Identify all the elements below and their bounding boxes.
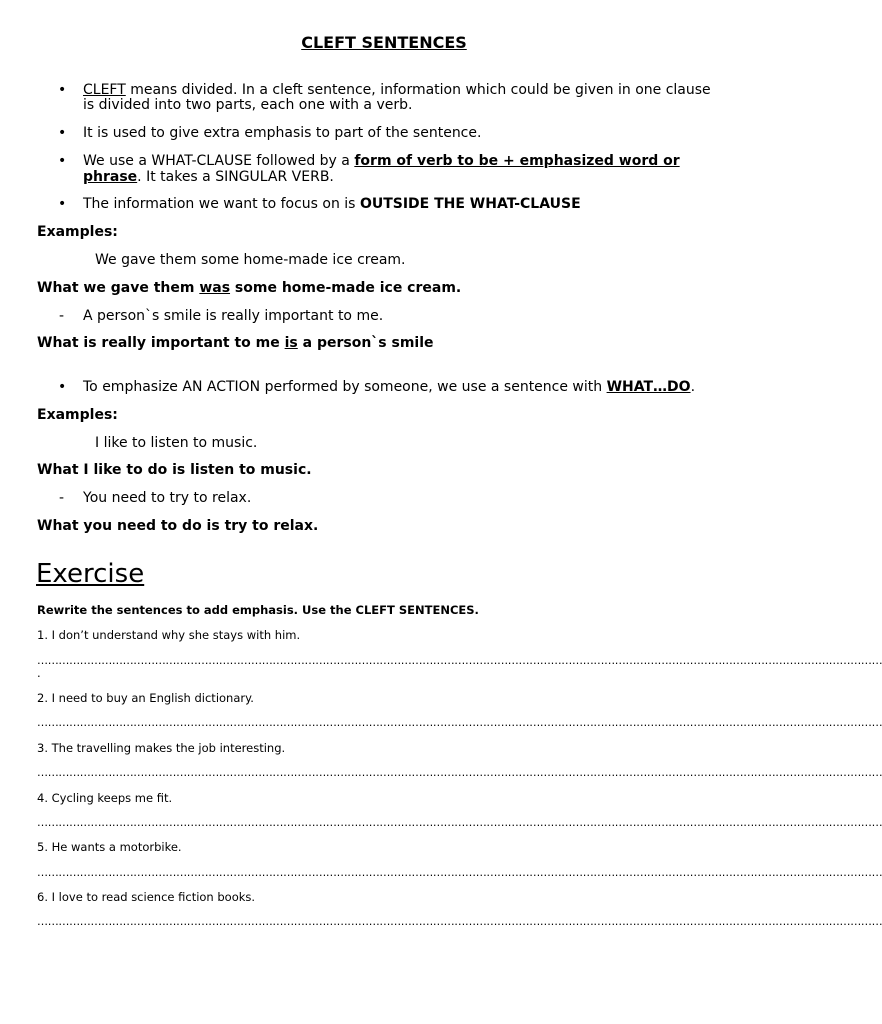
exercise-instruction: Rewrite the sentences to add emphasis. Use the CLEFT SENTENCES. (37, 603, 479, 617)
cleft-pre: What is really important to me (37, 335, 285, 351)
cleft-pre: What we gave them (37, 280, 200, 296)
bullet-3-emphasis-phrase: phrase (83, 169, 138, 185)
example-sentence: You need to try to relax. (83, 490, 252, 506)
bullet-3-text: We use a WHAT-CLAUSE followed by a (83, 153, 355, 169)
answer-line[interactable]: ………………………………………………………………………………………………………………………………………………………………………………………………………………… (37, 716, 882, 729)
answer-line[interactable]: ………………………………………………………………………………………………………………………………………………………………………………………………………………… (37, 654, 882, 667)
bullet-marker: • (58, 153, 67, 169)
exercise-heading: Exercise (36, 559, 145, 589)
dash-marker: - (59, 308, 65, 324)
answer-line[interactable]: ………………………………………………………………………………………………………………………………………………………………………………………………………………… (37, 766, 882, 779)
cleft-post: some home-made ice cream. (230, 280, 462, 296)
cleft-verb: is (284, 335, 298, 351)
bullet-5-post: . (690, 379, 696, 395)
bullet-1-line-2: is divided into two parts, each one with a verb. (83, 97, 413, 113)
page-title: CLEFT SENTENCES (301, 33, 467, 52)
cleft-post: a person`s smile (297, 335, 434, 351)
bullet-1-text: means divided. In a cleft sentence, information which could be given in one clause (125, 82, 711, 98)
bullet-3-line-2 (83, 169, 334, 185)
bullet-3-text-rest: . It takes a SINGULAR VERB. (137, 169, 334, 185)
bullet-4-pre: The information we want to focus on is (83, 196, 360, 212)
exercise-item: 1. I don’t understand why she stays with him. (37, 628, 301, 642)
example-sentence: We gave them some home-made ice cream. (95, 252, 406, 268)
cleft-verb: was (199, 280, 231, 296)
bullet-4-text (83, 196, 581, 212)
exercise-item: 2. I need to buy an English dictionary. (37, 691, 254, 705)
example-sentence: I like to listen to music. (95, 435, 258, 451)
dash-marker: - (59, 490, 65, 506)
bullet-5-text (83, 379, 695, 395)
exercise-item: 4. Cycling keeps me fit. (37, 791, 173, 805)
cleft-sentence: What you need to do is try to relax. (37, 518, 319, 534)
cleft-sentence: What I like to do is listen to music. (37, 462, 312, 478)
bullet-1-line-1 (83, 82, 711, 98)
bullet-3-line-1 (83, 153, 680, 169)
answer-line[interactable]: ………………………………………………………………………………………………………………………………………………………………………………………………………………… (37, 816, 882, 829)
bullet-3-emphasis: form of verb to be + emphasized word or (354, 153, 680, 169)
bullet-marker: • (58, 196, 67, 212)
examples-label: Examples: (37, 224, 118, 240)
stray-dot: . (37, 666, 41, 680)
answer-line[interactable]: ………………………………………………………………………………………………………………………………………………………………………………………………………………… (37, 915, 882, 928)
exercise-item: 6. I love to read science fiction books. (37, 890, 256, 904)
cleft-sentence (37, 335, 434, 351)
bullet-4-bold: OUTSIDE THE WHAT-CLAUSE (359, 196, 581, 212)
exercise-item: 5. He wants a motorbike. (37, 840, 182, 854)
bullet-marker: • (58, 82, 67, 98)
cleft-sentence (37, 280, 461, 296)
example-sentence: A person`s smile is really important to me. (83, 308, 384, 324)
exercise-item: 3. The travelling makes the job interesting. (37, 741, 286, 755)
bullet-2-text: It is used to give extra emphasis to part of the sentence. (83, 125, 482, 141)
bullet-5-bold: WHAT…DO (606, 379, 691, 395)
bullet-5-pre: To emphasize AN ACTION performed by someone, we use a sentence with (83, 379, 607, 395)
bullet-marker: • (58, 379, 67, 395)
answer-line[interactable]: ………………………………………………………………………………………………………………………………………………………………………………………………………………… (37, 866, 882, 879)
cleft-term: CLEFT (83, 82, 126, 98)
bullet-marker: • (58, 125, 67, 141)
examples-label: Examples: (37, 407, 118, 423)
